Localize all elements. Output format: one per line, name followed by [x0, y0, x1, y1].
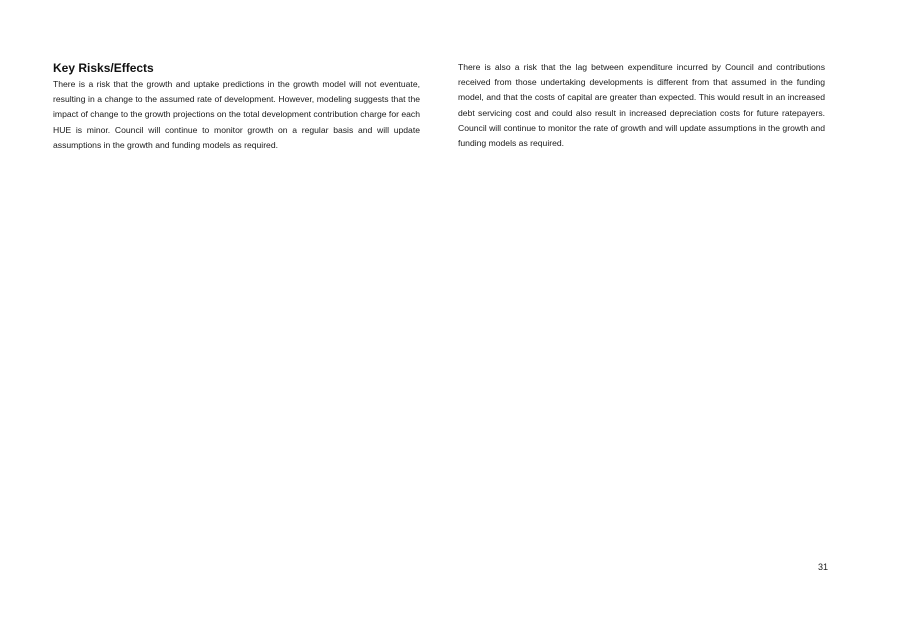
lag-risk-paragraph: There is also a risk that the lag between expenditure incurred by Council and contributions received from those undertaking developments is different from that assumed in the funding model, and that the costs of capital are greater than expected. This would result in an increased debt servicing cost and could also result in increased depreciation costs for future ratepayers. Council will continue to monitor the rate of growth and will update assumptions in the growth and funding models as required. — [458, 62, 825, 149]
page-number: 31 — [817, 562, 828, 572]
key-risks-paragraph: There is a risk that the growth and uptake predictions in the growth model will not eventuate, resulting in a change to the assumed rate of development. However, modeling suggests that the impact of change to the growth projections on the total development contribution charge for each HUE is minor. Council will continue to monitor growth on a regular basis and will update assumptions in the growth and funding models as required. — [53, 79, 420, 150]
right-column — [458, 60, 825, 151]
left-column — [53, 60, 420, 153]
section-heading: Key Risks/Effects — [53, 61, 154, 75]
